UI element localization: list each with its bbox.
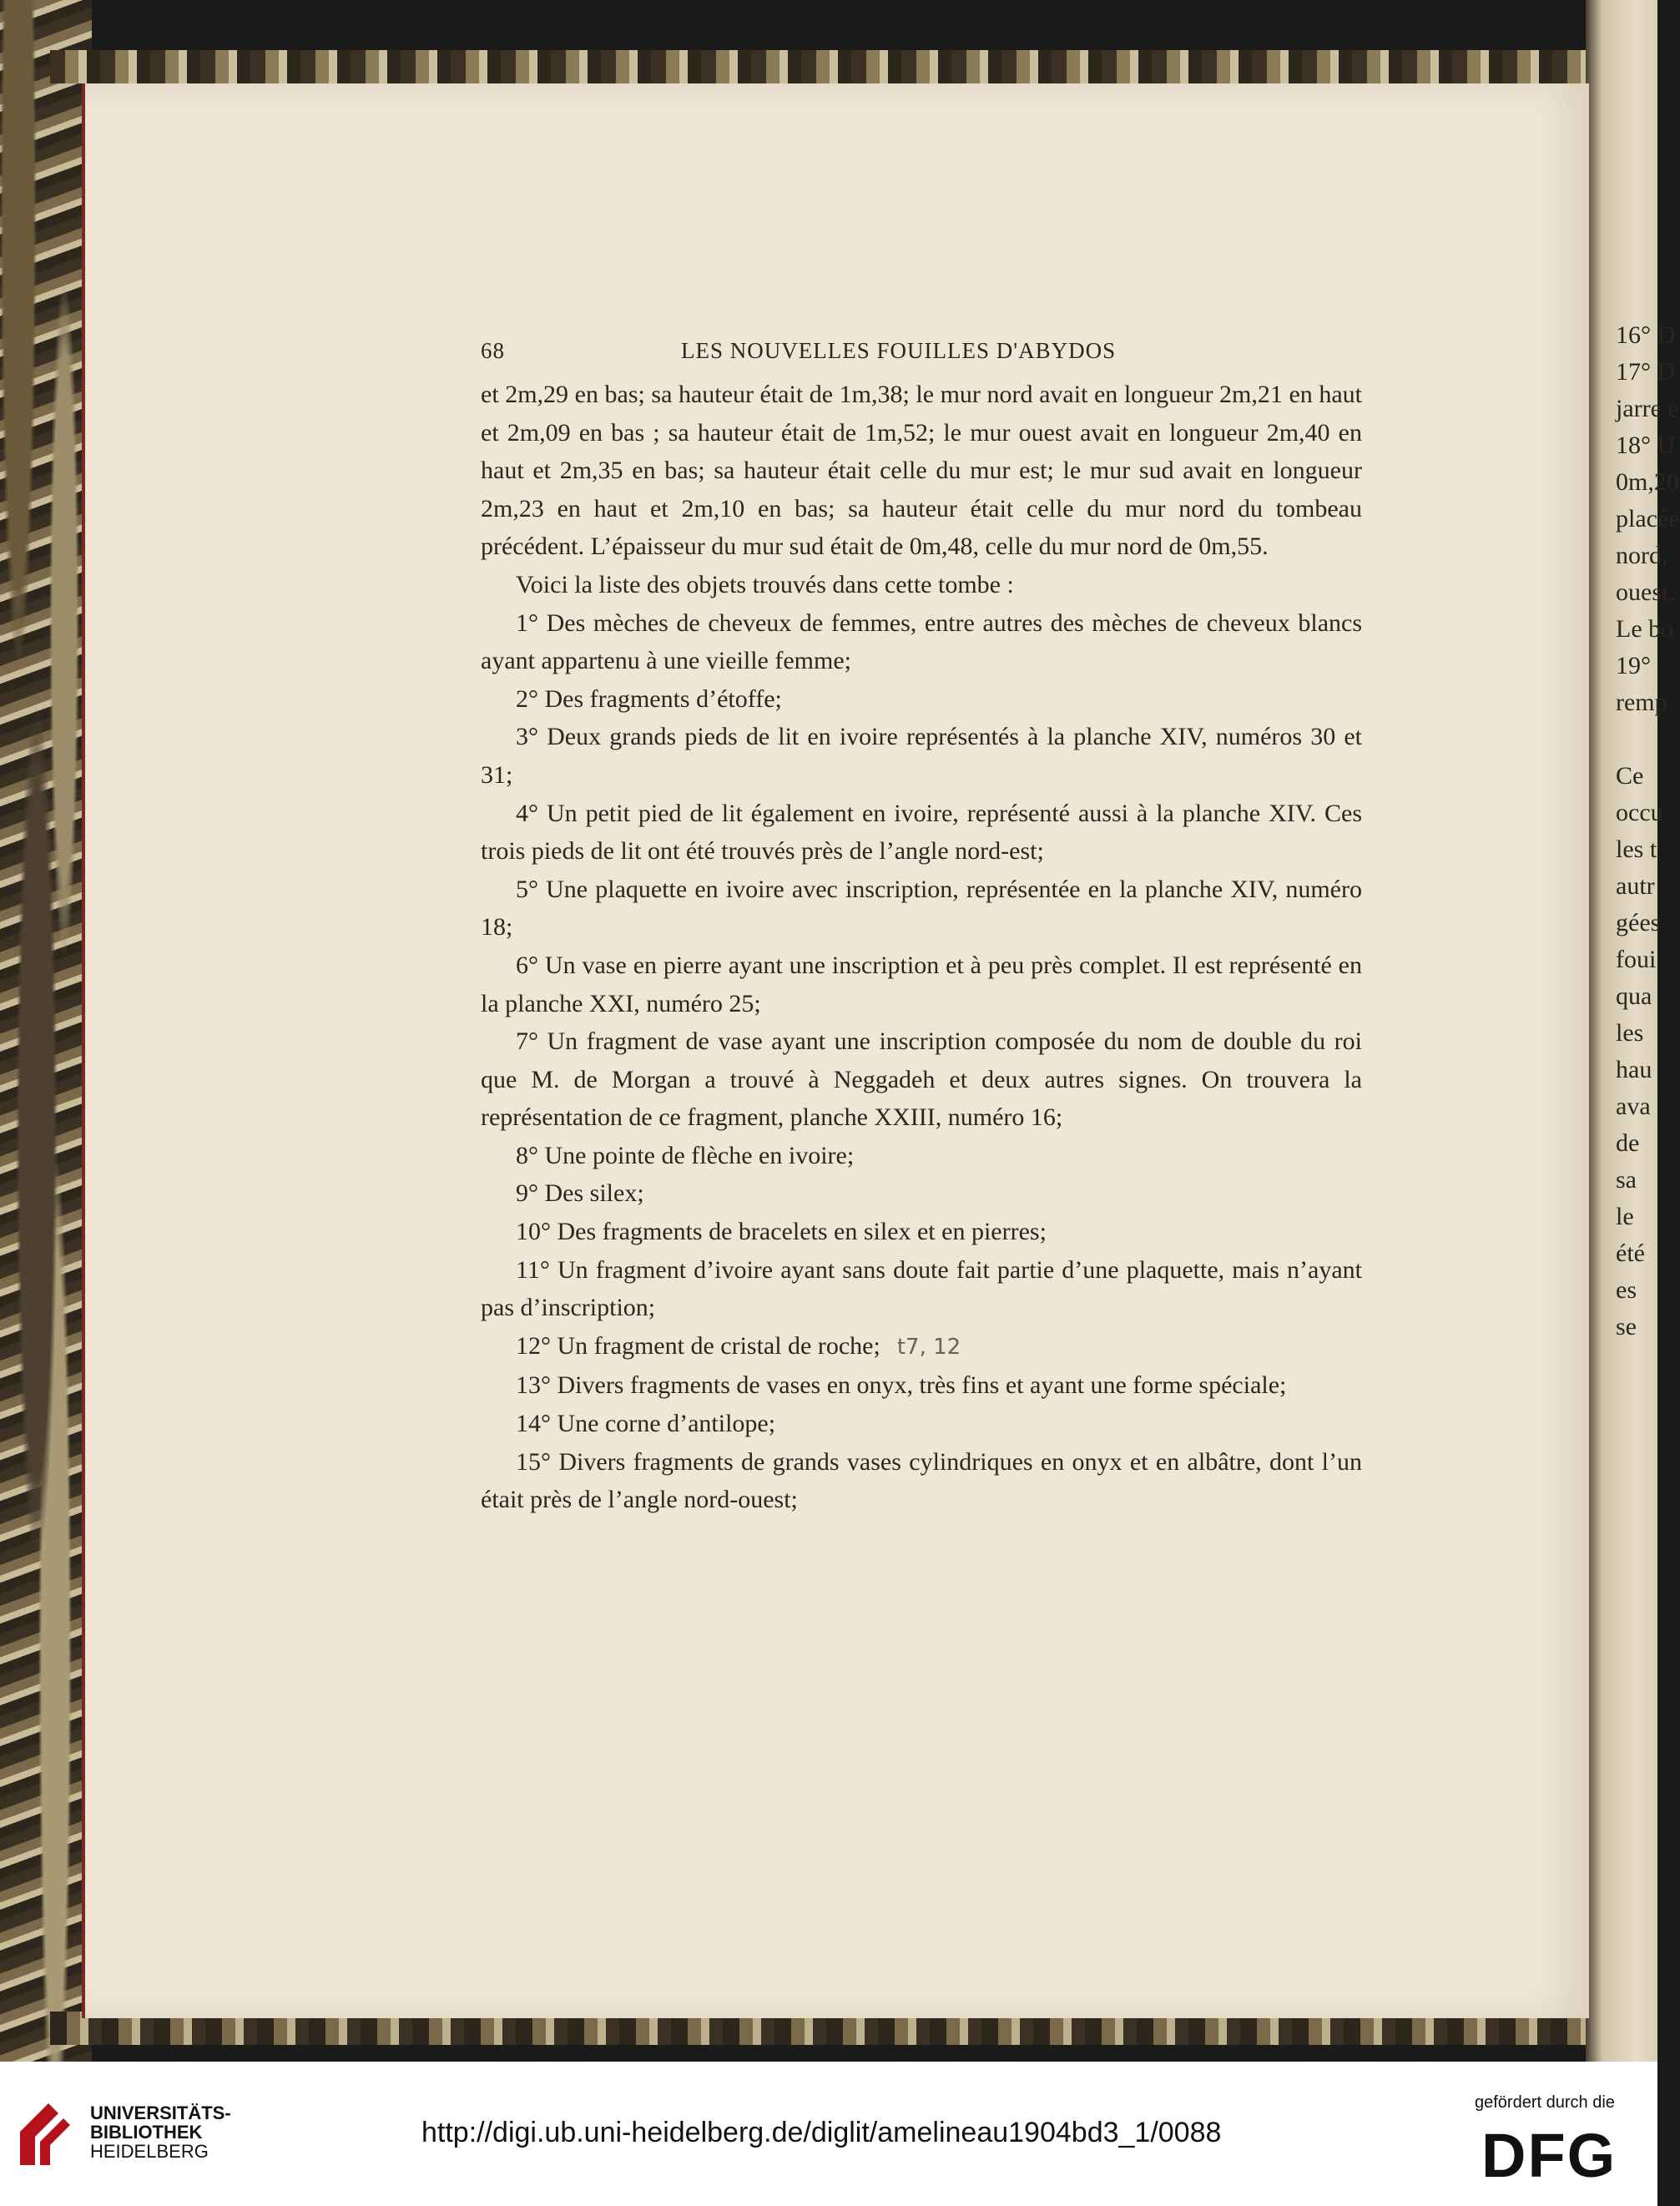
- facing-line: 17° D: [1616, 358, 1676, 386]
- library-logo-icon: [15, 2098, 75, 2170]
- paragraph: 15° Divers fragments de grands vases cylindriques en onyx et en albâtre, dont l’un était près de l’angle nord-ouest;: [481, 1447, 1362, 1514]
- facing-line: été: [1616, 1239, 1645, 1267]
- facing-line: sa: [1616, 1166, 1637, 1194]
- footer-bar: [0, 2062, 1657, 2206]
- dfg-logo: DFG: [1481, 2121, 1617, 2190]
- facing-line: le: [1616, 1203, 1634, 1230]
- paragraph: 11° Un fragment d’ivoire ayant sans doute fait partie d’une plaquette, mais n’ayant pas d’inscription;: [481, 1255, 1362, 1322]
- facing-line: placée: [1616, 505, 1680, 533]
- facing-line: 16° D: [1616, 321, 1676, 349]
- facing-line: gées: [1616, 909, 1661, 936]
- facing-line: jarre e: [1616, 395, 1679, 422]
- running-header: [481, 338, 1365, 371]
- handwritten-annotation: t7, 12: [896, 1334, 961, 1360]
- facing-line: se: [1616, 1313, 1637, 1340]
- facing-line: es: [1616, 1276, 1637, 1304]
- facing-line: les: [1616, 1019, 1644, 1047]
- paragraph: 6° Un vase en pierre ayant une inscription et à peu près complet. Il est représenté en la planche XXI, numéro 25;: [481, 951, 1362, 1017]
- marbled-board-top: [50, 50, 1586, 83]
- facing-page-text: [1616, 317, 1680, 1345]
- paragraph: 9° Des silex;: [516, 1179, 644, 1208]
- permalink-url[interactable]: http://digi.ub.uni-heidelberg.de/diglit/amelineau1904bd3_1/0088: [421, 2117, 1222, 2148]
- facing-line: occu: [1616, 799, 1663, 826]
- running-title: LES NOUVELLES FOUILLES D'ABYDOS: [681, 338, 1117, 363]
- paragraph: 10° Des fragments de bracelets en silex et en pierres;: [516, 1218, 1047, 1246]
- body-text: [481, 376, 1362, 1519]
- facing-line: Ce: [1616, 762, 1644, 790]
- facing-line: Le bo: [1616, 615, 1674, 643]
- paragraph: 8° Une pointe de flèche en ivoire;: [516, 1141, 855, 1169]
- facing-line: remp: [1616, 689, 1667, 716]
- paragraph: 4° Un petit pied de lit également en ivoire, représenté aussi à la planche XIV. Ces trois pieds de lit ont été trouvés près de l’angle nord-est;: [481, 799, 1362, 866]
- paragraph: 12° Un fragment de cristal de roche; t7, 12: [516, 1331, 961, 1360]
- facing-line: de: [1616, 1129, 1640, 1157]
- facing-line: foui: [1616, 946, 1657, 973]
- facing-line: hau: [1616, 1056, 1652, 1083]
- paragraph: 14° Une corne d’antilope;: [516, 1410, 776, 1438]
- facing-line: ava: [1616, 1093, 1651, 1120]
- facing-line: 18° U: [1616, 432, 1676, 459]
- marbled-board-left: [0, 0, 92, 2062]
- paragraph: 2° Des fragments d’étoffe;: [516, 684, 782, 713]
- paragraph: et 2m,29 en bas; sa hauteur était de 1m,38; le mur nord avait en longueur 2m,21 en haut et 2m,09 en bas ; sa hauteur était de 1m,52; le mur ouest avait en longueur 2m,40 en haut et 2m,35 en bas; sa hauteur était celle du mur est; le mur sud avait en longueur 2m,23 en haut et 2m,10 en bas; sa hauteur était celle du mur nord du tombeau précédent. L’épaisseur du mur sud était de 0m,48, celle du mur nord de 0m,55.: [481, 381, 1362, 561]
- paragraph: 5° Une plaquette en ivoire avec inscription, représentée en la planche XIV, numéro 18;: [481, 875, 1362, 941]
- facing-line: les t: [1616, 835, 1657, 863]
- facing-line: nord,: [1616, 542, 1668, 569]
- funded-by-label: gefördert durch die: [1475, 2093, 1615, 2112]
- paragraph: Voici la liste des objets trouvés dans cette tombe :: [516, 570, 1014, 598]
- facing-line: [1616, 721, 1657, 758]
- library-name: UNIVERSITÄTS- BIBLIOTHEK HEIDELBERG: [90, 2103, 231, 2162]
- page-number: 68: [481, 338, 505, 363]
- facing-line: 0m,20: [1616, 468, 1679, 496]
- facing-line: ouest.: [1616, 578, 1675, 606]
- facing-line: 19°: [1616, 652, 1651, 679]
- facing-line: qua: [1616, 982, 1652, 1010]
- paragraph: 3° Deux grands pieds de lit en ivoire représentés à la planche XIV, numéros 30 et 31;: [481, 723, 1362, 789]
- paragraph: 13° Divers fragments de vases en onyx, très fins et ayant une forme spéciale;: [516, 1371, 1287, 1400]
- facing-line: autr: [1616, 872, 1655, 900]
- paragraph: 7° Un fragment de vase ayant une inscription composée du nom de double du roi que M. de Morgan a trouvé à Neggadeh et deux autres signes. On trouvera la représentation de ce fragment, planche XXIII, numéro 16;: [481, 1027, 1362, 1132]
- paragraph: 1° Des mèches de cheveux de femmes, entre autres des mèches de cheveux blancs ayant appartenu à une vieille femme;: [481, 608, 1362, 675]
